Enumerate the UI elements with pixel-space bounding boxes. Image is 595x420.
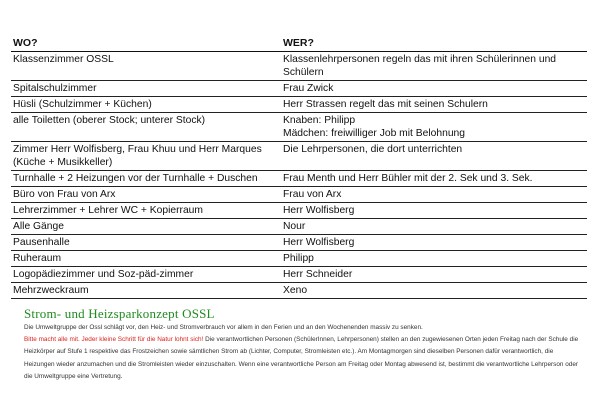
- table-row: [11, 52, 587, 81]
- paragraph-highlight: Bitte macht alle mit. Jeder kleine Schritt für die Natur lohnt sich!: [24, 336, 204, 344]
- cell-location: Alle Gänge: [11, 219, 275, 235]
- table-row: [11, 171, 587, 187]
- table-row: [11, 113, 587, 142]
- cell-location: Logopädiezimmer und Soz-päd-zimmer: [11, 267, 275, 283]
- table-row: [11, 203, 587, 219]
- cell-location: Mehrzweckraum: [11, 283, 275, 299]
- paragraph-line-1: Die Umweltgruppe der Ossl schlägt vor, den Heiz- und Stromverbrauch vor allem in den Ferien und an den Wochenenden massiv zu senken.: [24, 324, 423, 331]
- table-row: [11, 251, 587, 267]
- table-row: [11, 267, 587, 283]
- cell-responsible: Herr Schneider: [275, 267, 587, 283]
- cell-responsible: Frau Menth und Herr Bühler mit der 2. Sek und 3. Sek.: [275, 171, 587, 187]
- cell-responsible: Xeno: [275, 283, 587, 299]
- table-row: [11, 235, 587, 251]
- cell-responsible: Philipp: [275, 251, 587, 267]
- cell-location: Hüsli (Schulzimmer + Küchen): [11, 97, 275, 113]
- responsibility-table: [11, 35, 587, 299]
- table-row: [11, 283, 587, 299]
- paragraph-body: Die verantwortlichen Personen (SchülerInnen, Lehrpersonen) stellen an den zugewiesenen Orten jeden Freitag nach der Schule die Heizkörper auf Stufe 1 respektive das Frostzeichen sowie sämtlichen Strom ab (Lichter, Computer, Stromleisten etc.). Am Montagmorgen sind dieselben Personen dafür verantwortlich, die Heizungen wieder anzumachen und die Stromleisten wieder einzuschalten. Wenn eine verantwortliche Person am Freitag oder Montag abwesend ist, bestimmt die verantwortliche Lehrperson oder die Umweltgruppe eine Vertretung.: [24, 336, 579, 380]
- cell-location: Lehrerzimmer + Lehrer WC + Kopierraum: [11, 203, 275, 219]
- cell-responsible: Frau von Arx: [275, 187, 587, 203]
- column-header-wo: WO?: [11, 35, 275, 52]
- cell-responsible: Klassenlehrpersonen regeln das mit ihren Schülerinnen und Schülern: [275, 52, 587, 81]
- cell-location: alle Toiletten (oberer Stock; unterer Stock): [11, 113, 275, 142]
- section-title: Strom- und Heizsparkonzept OSSL: [24, 306, 215, 321]
- table-row: [11, 97, 587, 113]
- cell-location: Pausenhalle: [11, 235, 275, 251]
- table-body: [11, 52, 587, 299]
- cell-location: Turnhalle + 2 Heizungen vor der Turnhalle + Duschen: [11, 171, 275, 187]
- cell-location: Büro von Frau von Arx: [11, 187, 275, 203]
- cell-location: Ruheraum: [11, 251, 275, 267]
- cell-responsible: Knaben: Philipp Mädchen: freiwilliger Job mit Belohnung: [275, 113, 587, 142]
- cell-responsible: Herr Strassen regelt das mit seinen Schulern: [275, 97, 587, 113]
- cell-responsible: Herr Wolfisberg: [275, 235, 587, 251]
- concept-paragraph: [24, 322, 584, 383]
- cell-responsible: Frau Zwick: [275, 81, 587, 97]
- cell-location: Klassenzimmer OSSL: [11, 52, 275, 81]
- cell-location: Zimmer Herr Wolfisberg, Frau Khuu und Herr Marques (Küche + Musikkeller): [11, 142, 275, 171]
- responsibility-table-container: [11, 35, 587, 299]
- table-row: [11, 142, 587, 171]
- table-row: [11, 219, 587, 235]
- table-row: [11, 81, 587, 97]
- cell-responsible: Die Lehrpersonen, die dort unterrichten: [275, 142, 587, 171]
- table-row: [11, 187, 587, 203]
- cell-responsible: Herr Wolfisberg: [275, 203, 587, 219]
- cell-location: Spitalschulzimmer: [11, 81, 275, 97]
- column-header-wer: WER?: [275, 35, 587, 52]
- table-header-row: [11, 35, 587, 52]
- cell-responsible: Nour: [275, 219, 587, 235]
